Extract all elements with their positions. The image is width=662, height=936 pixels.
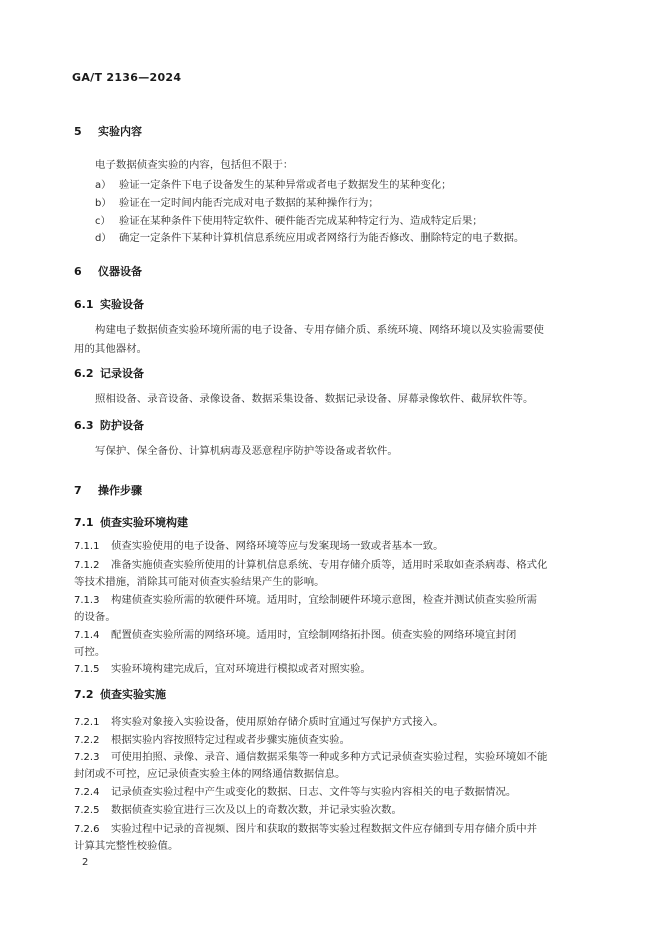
document-code: GA/T 2136—2024 (72, 71, 182, 84)
list-item: c） 验证在某种条件下使用特定软件、硬件能否完成某种特定行为、造成特定后果； (95, 215, 483, 227)
section-title: 操作步骤 (98, 484, 142, 497)
clause: 7.2.2 根据实验内容按照特定过程或者步骤实施侦查实验。 (74, 734, 350, 746)
page-number: 2 (82, 857, 89, 868)
subsection-6-2-heading: 6.2 记录设备 (74, 367, 144, 380)
section-number: 6 (74, 265, 82, 278)
section-5-heading (74, 123, 142, 139)
clause: 7.2.6 实验过程中记录的音视频、图片和获取的数据等实验过程数据文件应存储到专用存储介质中并 (74, 823, 538, 835)
clause: 7.2.3 可使用拍照、录像、录音、通信数据采集等一种或多种方式记录侦查实验过程，实验环境如不能 (74, 751, 548, 763)
paragraph-line: 照相设备、录音设备、录像设备、数据采集设备、数据记录设备、屏幕录像软件、截屏软件等。 (95, 393, 534, 405)
clause: 7.2.5 数据侦查实验宜进行三次及以上的奇数次数，并记录实验次数。 (74, 804, 402, 816)
section-number: 7 (74, 484, 82, 497)
section-6-heading (74, 263, 142, 279)
clause-continuation: 封闭或不可控，应记录侦查实验主体的网络通信数据信息。 (74, 768, 346, 780)
paragraph-line: 构建电子数据侦查实验环境所需的电子设备、专用存储介质、系统环境、网络环境以及实验需要使 (95, 324, 544, 336)
subsection-6-1-heading: 6.1 实验设备 (74, 298, 144, 311)
paragraph-line: 用的其他器材。 (74, 343, 148, 355)
clause: 7.1.1 侦查实验使用的电子设备、网络环境等应与发案现场一致或者基本一致。 (74, 540, 444, 552)
clause-continuation: 可控。 (74, 646, 106, 658)
clause-continuation: 的设备。 (74, 611, 116, 623)
section-5-intro: 电子数据侦查实验的内容，包括但不限于： (95, 159, 294, 171)
list-item: a） 验证一定条件下电子设备发生的某种异常或者电子数据发生的某种变化； (95, 179, 452, 191)
subsection-7-2-heading: 7.2 侦查实验实施 (74, 688, 166, 701)
section-title: 实验内容 (98, 125, 142, 138)
section-title: 仪器设备 (98, 265, 142, 278)
clause-continuation: 计算其完整性校验值。 (74, 840, 179, 852)
list-item: b） 验证在一定时间内能否完成对电子数据的某种操作行为； (95, 197, 379, 209)
subsection-6-3-heading: 6.3 防护设备 (74, 419, 144, 432)
section-7-heading (74, 482, 142, 498)
clause: 7.1.4 配置侦查实验所需的网络环境。适用时，宜绘制网络拓扑图。侦查实验的网络环境宜封闭 (74, 629, 517, 641)
clause: 7.2.4 记录侦查实验过程中产生或变化的数据、日志、文件等与实验内容相关的电子数据情况。 (74, 786, 517, 798)
clause: 7.2.1 将实验对象接入实验设备，使用原始存储介质时宜通过写保护方式接入。 (74, 716, 444, 728)
paragraph-line: 写保护、保全备份、计算机病毒及恶意程序防护等设备或者软件。 (95, 445, 398, 457)
clause: 7.1.2 准备实施侦查实验所使用的计算机信息系统、专用存储介质等，适用时采取如查杀病毒、格式化 (74, 559, 548, 571)
subsection-7-1-heading: 7.1 侦查实验环境构建 (74, 516, 188, 529)
clause: 7.1.3 构建侦查实验所需的软硬件环境。适用时，宜绘制硬件环境示意图，检查并测试侦查实验所需 (74, 594, 538, 606)
clause: 7.1.5 实验环境构建完成后，宜对环境进行模拟或者对照实验。 (74, 663, 371, 675)
list-item: d） 确定一定条件下某种计算机信息系统应用或者网络行为能否修改、删除特定的电子数据。 (95, 232, 525, 244)
clause-continuation: 等技术措施，消除其可能对侦查实验结果产生的影响。 (74, 576, 325, 588)
section-number: 5 (74, 125, 82, 138)
